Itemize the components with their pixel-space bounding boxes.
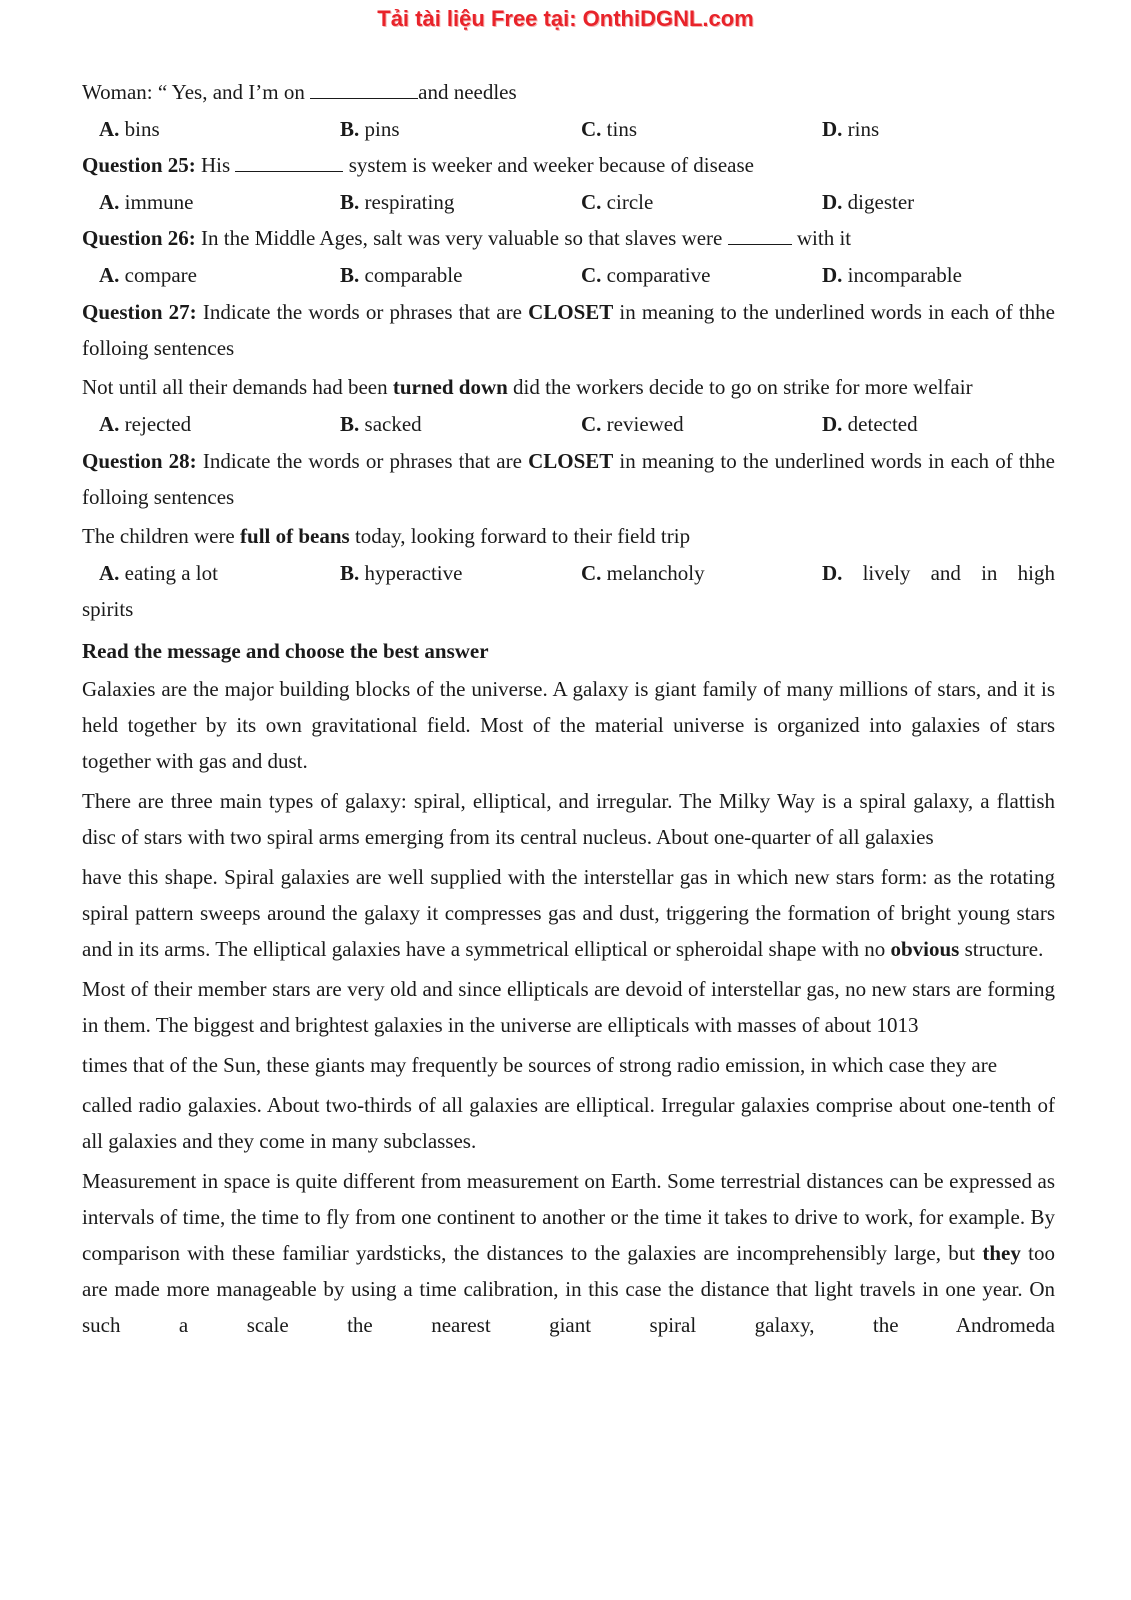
reading-paragraph-5: times that of the Sun, these giants may frequently be sources of strong radio emission, in which case they are — [82, 1053, 998, 1077]
question-24-text-after: and needles — [418, 80, 517, 104]
question-24-text-before: Woman: “ Yes, and I’m on — [82, 80, 311, 104]
reading-paragraph-7: Measurement in space is quite different from measurement on Earth. Some terrestrial distances can be expressed as intervals of time, the time to fly from one continent to another or the time it takes to drive to work, for example. By comparison with these familiar yardsticks, the distances to the galaxies are incomprehensibly large, but they too are made more manageable by using a time calibration, in this case the distance that light travels in one year. On such a scale the nearest giant spiral galaxy, the Andromeda — [82, 1169, 1055, 1337]
target-word: they — [982, 1241, 1021, 1265]
question-28-instruction: Question 28: Indicate the words or phrases that are CLOSET in meaning to the underlined words in each of thhe folloing sentences — [82, 449, 1055, 509]
question-26-stem: Question 26: In the Middle Ages, salt was very valuable so that slaves were with it — [82, 226, 852, 250]
option-d-continuation: spirits — [82, 597, 134, 621]
option-a[interactable]: A. eating a lot — [99, 561, 218, 585]
answer-blank — [728, 226, 792, 245]
reading-paragraph-2: There are three main types of galaxy: spiral, elliptical, and irregular. The Milky Way is a spiral galaxy, a flattish disc of stars with two spiral arms emerging from its central nucleus. About one-quarter of all galaxies — [82, 789, 1055, 849]
option-c[interactable]: C. tins — [581, 117, 638, 141]
reading-paragraph-4: Most of their member stars are very old and since ellipticals are devoid of interstellar gas, no new stars are forming in them. The biggest and brightest galaxies in the universe are ellipticals with masses of about 1013 — [82, 977, 1055, 1037]
option-b[interactable]: B. comparable — [340, 263, 463, 287]
option-c[interactable]: C. circle — [581, 190, 654, 214]
option-c[interactable]: C. reviewed — [581, 412, 684, 436]
question-25-label: Question 25: — [82, 153, 196, 177]
reading-paragraph-6: called radio galaxies. About two-thirds of all galaxies are elliptical. Irregular galaxies comprise about one-tenth of all galaxies and they come in many subclasses. — [82, 1093, 1055, 1153]
option-a[interactable]: A. rejected — [99, 412, 192, 436]
option-d[interactable]: D. rins — [822, 117, 880, 141]
question-25-stem: Question 25: His system is weeker and weeker because of disease — [82, 153, 754, 177]
question-27-sentence: Not until all their demands had been turned down did the workers decide to go on strike for more welfair — [82, 375, 973, 399]
option-d[interactable]: D. lively and in high — [822, 561, 1055, 585]
reading-paragraph-1: Galaxies are the major building blocks of the universe. A galaxy is giant family of many millions of stars, and it is held together by its own gravitational field. Most of the material universe is organized into galaxies of stars together with gas and dust. — [82, 677, 1055, 773]
option-a[interactable]: A. compare — [99, 263, 197, 287]
target-phrase: turned down — [392, 375, 508, 399]
option-d[interactable]: D. digester — [822, 190, 915, 214]
question-26-label: Question 26: — [82, 226, 196, 250]
question-28-label: Question 28: — [82, 449, 197, 473]
question-28-sentence: The children were full of beans today, looking forward to their field trip — [82, 524, 691, 548]
site-banner[interactable]: Tải tài liệu Free tại: OnthiDGNL.com — [377, 6, 754, 31]
question-28-options — [82, 554, 1055, 592]
reading-paragraph-3: have this shape. Spiral galaxies are well supplied with the interstellar gas in which new stars form: as the rotating spiral pattern sweeps around the galaxy it compresses gas and dust, triggering the formation of bright young stars and in its arms. The elliptical galaxies have a symmetrical elliptical or spheroidal shape with no obvious structure. — [82, 865, 1055, 961]
option-c[interactable]: C. comparative — [581, 263, 711, 287]
question-24-stem — [82, 75, 1055, 110]
question-26-options — [82, 256, 1055, 294]
option-c[interactable]: C. melancholy — [581, 561, 705, 585]
question-27-label: Question 27: — [82, 300, 197, 324]
document-body — [82, 75, 1055, 1347]
option-a[interactable]: A. bins — [99, 117, 160, 141]
target-phrase: full of beans — [240, 524, 350, 548]
reading-section-title: Read the message and choose the best answer — [82, 639, 489, 663]
question-27-instruction: Question 27: Indicate the words or phrases that are CLOSET in meaning to the underlined words in each of thhe folloing sentences — [82, 300, 1055, 360]
option-b[interactable]: B. respirating — [340, 190, 455, 214]
question-25-options — [82, 183, 1055, 221]
answer-blank — [235, 153, 343, 172]
option-b[interactable]: B. hyperactive — [340, 561, 463, 585]
option-d[interactable]: D. incomparable — [822, 263, 962, 287]
option-b[interactable]: B. pins — [340, 117, 400, 141]
option-b[interactable]: B. sacked — [340, 412, 422, 436]
answer-blank — [310, 80, 418, 99]
question-27-options — [82, 405, 1055, 443]
question-24-options — [82, 110, 1055, 148]
target-word: obvious — [890, 937, 960, 961]
option-d[interactable]: D. detected — [822, 412, 918, 436]
option-a[interactable]: A. immune — [99, 190, 194, 214]
